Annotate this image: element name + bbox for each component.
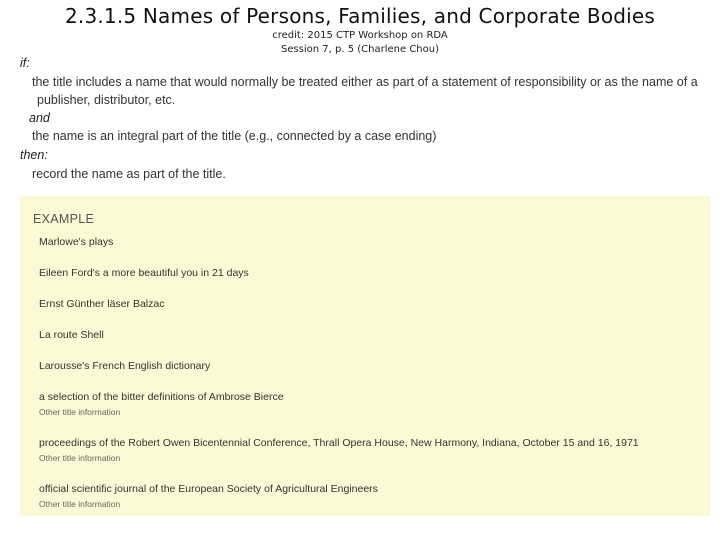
example-item: official scientific journal of the European Society of Agricultural Engineers <box>39 483 378 495</box>
slide-title: 2.3.1.5 Names of Persons, Families, and Corporate Bodies <box>64 4 656 28</box>
example-item-note: Other title information <box>39 407 121 417</box>
example-item: Eileen Ford's a more beautiful you in 21 days <box>39 267 249 279</box>
action-text: record the name as part of the title. <box>32 167 226 181</box>
example-item: a selection of the bitter definitions of Ambrose Bierce <box>39 391 284 403</box>
example-item-note: Other title information <box>39 453 121 463</box>
example-item: Ernst Günther läser Balzac <box>39 298 165 310</box>
session-line: Session 7, p. 5 (Charlene Chou) <box>280 44 440 55</box>
example-item-note: Other title information <box>39 499 121 509</box>
credit-block <box>0 29 720 57</box>
then-label: then: <box>20 148 48 162</box>
condition-1-line-1: the title includes a name that would normally be treated either as part of a statement of responsibility or as the name of a <box>32 75 698 89</box>
example-box <box>20 196 710 516</box>
example-item: Larousse's French English dictionary <box>39 360 211 372</box>
example-heading: EXAMPLE <box>33 212 95 226</box>
if-label: if: <box>20 56 30 70</box>
example-item: La route Shell <box>39 329 104 341</box>
condition-1-line-2: publisher, distributor, etc. <box>37 93 176 107</box>
example-item: Marlowe's plays <box>39 236 114 248</box>
and-label: and <box>29 111 50 125</box>
condition-2: the name is an integral part of the title (e.g., connected by a case ending) <box>32 129 437 143</box>
credit-line: credit: 2015 CTP Workshop on RDA <box>272 30 448 41</box>
example-item: proceedings of the Robert Owen Bicentennial Conference, Thrall Opera House, New Harmony, Indiana, October 15 and 16, 1971 <box>39 437 639 449</box>
